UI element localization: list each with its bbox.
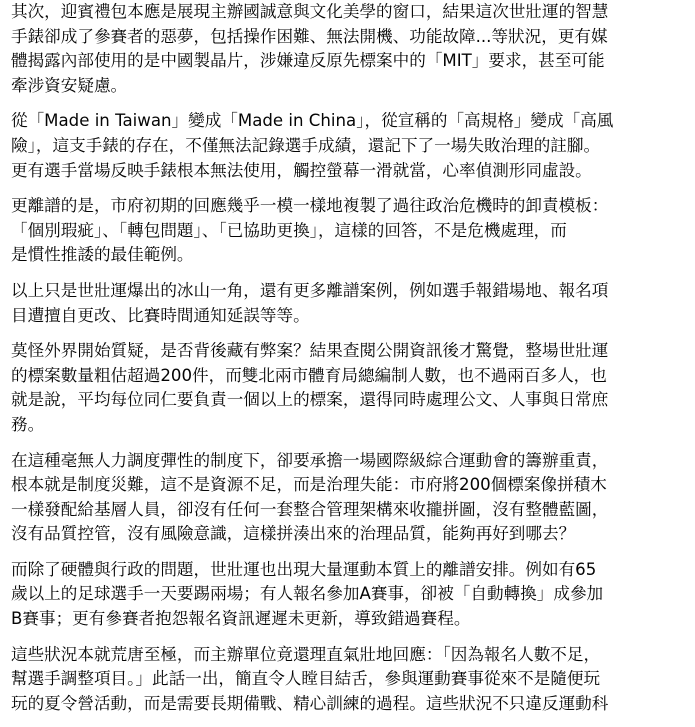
paragraph-smartwatch-issue: 其次，迎賓禮包本應是展現主辦國誠意與文化美學的窗口，結果這次世壯運的智慧 手錶卻成了參賽者的惡夢，包括操作困難、無法開機、功能故障...等狀況，更有媒 體揭露內部使用的是中國製晶片，涉嫌違反原先標案中的「MIT」要求，甚至可能 牽涉資安疑慮。 — [11, 2, 609, 95]
paragraph-organizer-reply: 這些狀況本就荒唐至極，而主辦單位竟還理直氣壯地回應：「因為報名人數不足， 幫選手調整項目。」此話一出，簡直令人瞠目結舌，參與運動賽事從來不是隨便玩 玩的夏令營活動，而是需要長期備戰、精心訓練的過程。這些狀況不只違反運動科 — [11, 644, 609, 713]
paragraph-sports-arrangements: 而除了硬體與行政的問題，世壯運也出現大量運動本質上的離譜安排。例如有65 歲以上的足球選手一天要踢兩場；有人報名參加A賽事，卻被「自動轉換」成參加 B賽事；更有參賽者抱怨報名資訊遲遲未更新，導致錯過賽程。 — [11, 559, 604, 629]
paragraph-made-in-china: 從「Made in Taiwan」變成「Made in China」，從宣稱的「高規格」變成「高風 險」，這支手錶的存在，不僅無法記錄選手成績，還記下了一場失敗治理的註腳。 更有選手當場反映手錶根本無法使用，觸控螢幕一滑就當，心率偵測形同虛設。 — [11, 111, 614, 180]
paragraph-tender-count: 莫怪外界開始質疑，是否背後藏有弊案？結果查閱公開資訊後才驚覺，整場世壯運 的標案數量粗估超過200件，而雙北兩市體育局總編制人數，也不過兩百多人，也 就是說，平均每位同仁要負責一個以上的標案，還得同時處理公文、人事與日常庶 務。 — [11, 341, 609, 434]
paragraph-city-response: 更離譜的是，市府初期的回應幾乎一模一樣地複製了過往政治危機時的卸責模板： 「個別瑕疵」、「轉包問題」、「已協助更換」，這樣的回答，不是危機處理，而 是慣性推諉的最佳範例。 — [11, 196, 609, 265]
paragraph-institutional-disaster: 在這種毫無人力調度彈性的制度下，卻要承擔一場國際級綜合運動會的籌辦重責， 根本就是制度災難，這不是資源不足，而是治理失能：市府將200個標案像拼積木 一樣發配給基層人員，卻沒有任何一套整合管理架構來收攏拼圖，沒有整體藍圖， 沒有品質控管，沒有風險意識，這樣拼湊出來的治理品質，能夠再好到哪去？ — [11, 450, 609, 544]
paragraph-tip-of-iceberg: 以上只是世壯運爆出的冰山一角，還有更多離譜案例，例如選手報錯場地、報名項 目遭擅自更改、比賽時間通知延誤等等。 — [11, 280, 609, 325]
post-body — [11, 0, 689, 727]
